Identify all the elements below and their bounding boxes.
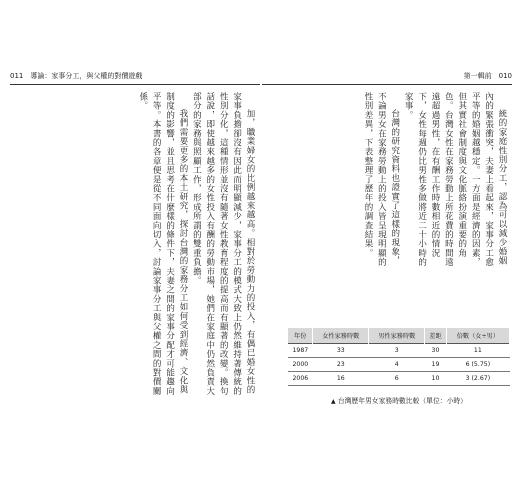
cell-difference: 10 bbox=[425, 372, 446, 386]
left-page-body bbox=[20, 92, 256, 397]
right-page-running-head: 第一輯前 010 bbox=[463, 72, 512, 80]
paragraph: 我們需要更多的本土研究，探討台灣的家務分工如何受到經濟、文化與制度的影響，並且思考在什麼樣的條件下，夫妻之間的家事分配才可能趨向平等。本書的各章便是從不同面向切入，討論家事分工與父權之間的對價關係。 bbox=[137, 92, 188, 396]
cell-ratio: 11 bbox=[446, 344, 509, 358]
column-header-female-hours: 女性家務時數 bbox=[313, 328, 369, 344]
cell-difference: 30 bbox=[425, 344, 446, 358]
column-header-ratio: 倍數（女÷男） bbox=[446, 328, 509, 344]
left-page-header bbox=[10, 70, 260, 85]
cell-year: 2006 bbox=[288, 372, 313, 386]
right-page bbox=[262, 70, 512, 435]
cell-male-hours: 6 bbox=[369, 372, 425, 386]
housework-hours-table-block bbox=[288, 328, 510, 405]
caption-text: 台灣歷年男女家務時數比較（單位：小時） bbox=[337, 397, 467, 405]
table-header-row bbox=[288, 328, 510, 344]
cell-difference: 19 bbox=[425, 358, 446, 372]
column-header-male-hours: 男性家務時數 bbox=[369, 328, 425, 344]
cell-male-hours: 4 bbox=[369, 358, 425, 372]
right-page-header bbox=[262, 70, 512, 85]
table-row bbox=[288, 358, 510, 372]
cell-male-hours: 3 bbox=[369, 344, 425, 358]
table-caption bbox=[288, 395, 510, 405]
table-row bbox=[288, 344, 510, 358]
column-header-year: 年份 bbox=[288, 328, 313, 344]
cell-female-hours: 16 bbox=[313, 372, 369, 386]
cell-ratio: 6 (5.75) bbox=[446, 358, 509, 372]
right-page-body bbox=[272, 92, 508, 267]
paragraph: 台灣的研究資料也證實了這樣的現象，不論男女在家務勞動上的投入皆呈現明顯的性別差異，下表整理了歷年的調查結果。 bbox=[362, 92, 400, 267]
paragraph: 統的家庭性別分工，認為可以減少婚姻內的緊張衝突，夫妻上看起來，家事分工愈平等的婚姻越穩定。一方面是經濟的因素，但其實社會制度與文化脈絡扮演重要的角色。台灣女性在家務勞動上所花費的時間遠遠超過男性，在有酬工作時數相近的情況下，女性每週仍比男性多做將近二十小時的家事。 bbox=[403, 92, 507, 267]
cell-year: 2000 bbox=[288, 358, 313, 372]
triangle-up-icon: ▲ bbox=[331, 398, 336, 405]
cell-female-hours: 33 bbox=[313, 344, 369, 358]
cell-female-hours: 23 bbox=[313, 358, 369, 372]
table-row bbox=[288, 372, 510, 386]
cell-ratio: 3 (2.67) bbox=[446, 372, 509, 386]
cell-year: 1987 bbox=[288, 344, 313, 358]
housework-hours-table bbox=[288, 328, 510, 386]
left-page-running-head: 011 導論：家事分工，與父權的對價遊戲 bbox=[10, 72, 143, 80]
column-header-difference: 差距 bbox=[425, 328, 446, 344]
paragraph: 加，職業婦女的比例越來越高。相對於勞動力的投入，有偶已婚女性的家事負擔卻沒有因此而明顯減少，家事分工的模式大致上仍然維持著傳統的性別分化，這種情形並沒有隨著女性教育程度的提高而有顯著的改變。換句話說，即使越來越多的女性投入有酬的勞動市場，她們在家庭中仍然負責大部分的家務與照顧工作，形成所謂的雙重負擔。 bbox=[191, 92, 255, 396]
left-page bbox=[10, 70, 260, 435]
